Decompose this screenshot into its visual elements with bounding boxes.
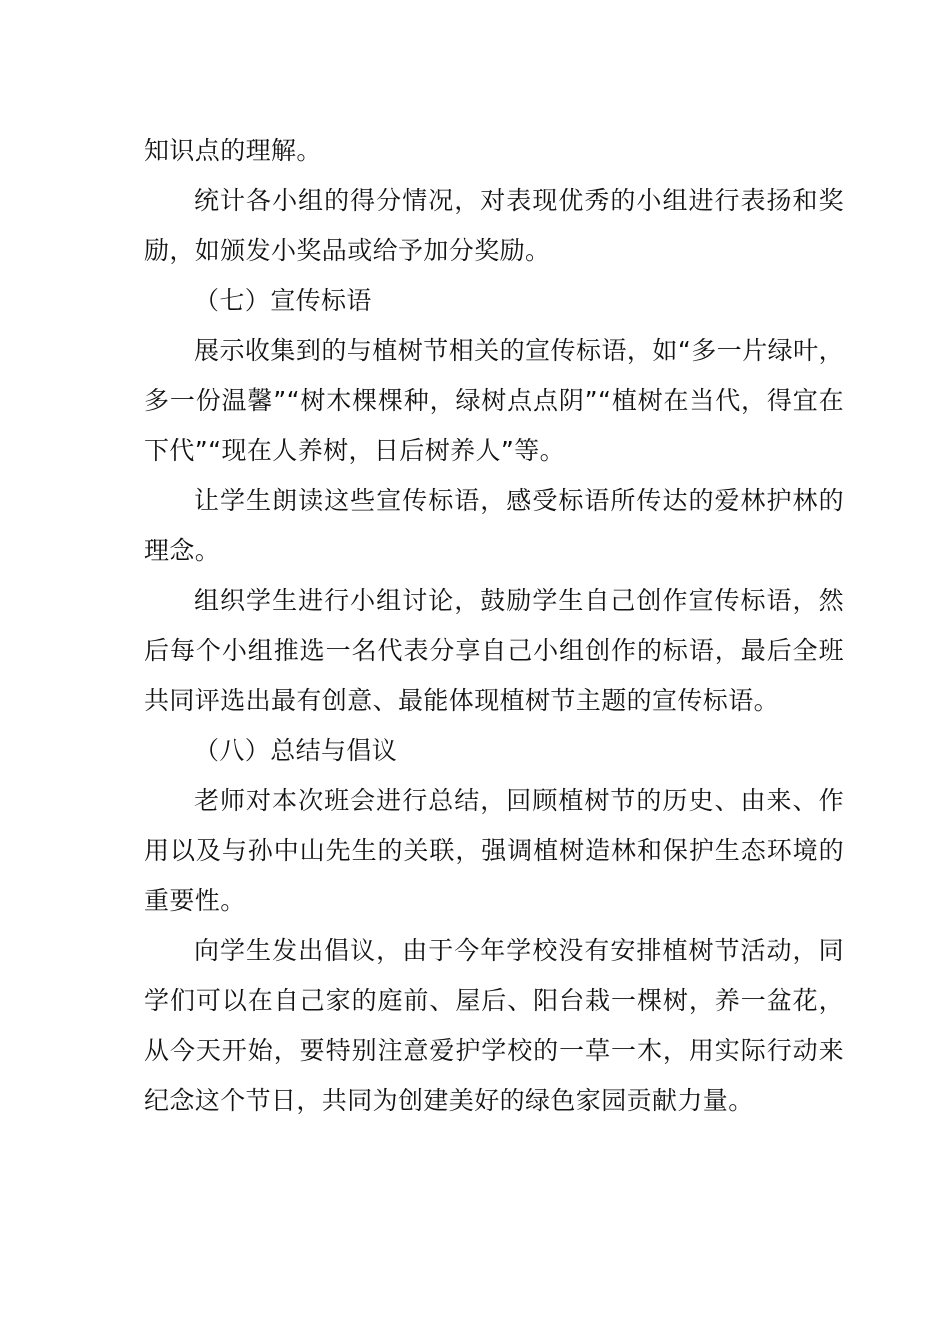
paragraph-create-slogans: 组织学生进行小组讨论，鼓励学生自己创作宣传标语，然后每个小组推选一名代表分享自己小组创作的标语，最后全班共同评选出最有创意、最能体现植树节主题的宣传标语。: [144, 586, 844, 715]
paragraph-proposal: 向学生发出倡议，由于今年学校没有安排植树节活动，同学们可以在自己家的庭前、屋后、阳台栽一棵树，养一盆花，从今天开始，要特别注意爱护学校的一草一木，用实际行动来纪念这个节日，共同为创建美好的绿色家园贡献力量。: [144, 936, 844, 1115]
paragraph-group-scoring: 统计各小组的得分情况，对表现优秀的小组进行表扬和奖励，如颁发小奖品或给予加分奖励。: [144, 186, 844, 265]
paragraph-read-slogans: 让学生朗读这些宣传标语，感受标语所传达的爱林护林的理念。: [144, 486, 844, 565]
paragraph-continuation: 知识点的理解。: [144, 136, 322, 165]
section-heading-summary: （八）总结与倡议: [194, 736, 398, 765]
section-heading-slogans: （七）宣传标语: [194, 286, 372, 315]
paragraph-slogan-examples: 展示收集到的与植树节相关的宣传标语，如“多一片绿叶，多一份温馨”“树木棵棵种，绿树点点阴”“植树在当代，得宜在下代”“现在人养树，日后树养人”等。: [144, 336, 844, 465]
paragraph-teacher-summary: 老师对本次班会进行总结，回顾植树节的历史、由来、作用以及与孙中山先生的关联，强调植树造林和保护生态环境的重要性。: [144, 786, 844, 915]
document-body: [144, 126, 844, 1126]
